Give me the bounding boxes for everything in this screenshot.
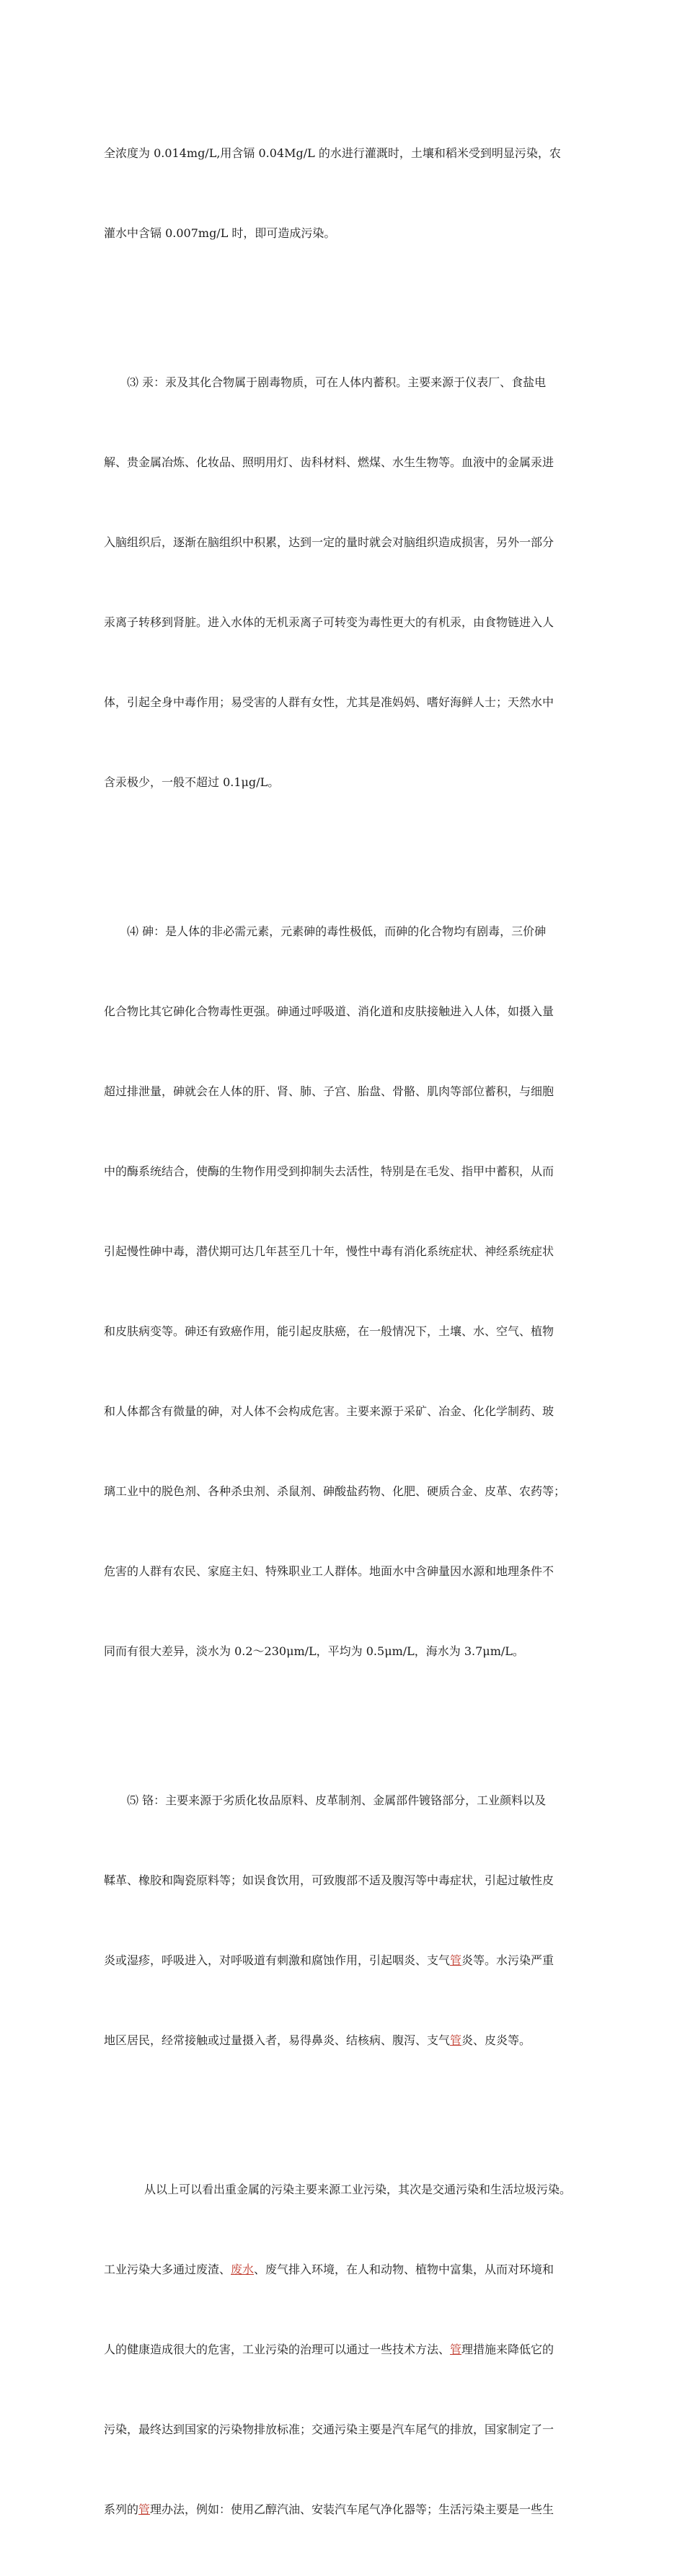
document-body bbox=[104, 86, 587, 2576]
text-line: 污染，最终达到国家的污染物排放标准；交通污染主要是汽车尾气的排放，国家制定了一 bbox=[104, 2423, 554, 2436]
text-line: 灌水中含镉 0.007mg/L 时，即可造成污染。 bbox=[104, 226, 336, 240]
text-line: ⑶ 汞：汞及其化合物属于剧毒物质，可在人体内蓄积。主要来源于仪表厂、食盐电 bbox=[127, 375, 547, 389]
paragraph-chromium bbox=[104, 1734, 587, 2107]
paragraph-summary bbox=[104, 2123, 587, 2576]
text-line: 从以上可以看出重金属的污染主要来源工业污染，其次是交通污染和生活垃圾污染。 bbox=[144, 2183, 572, 2196]
text-line: 鞣革、橡胶和陶瓷原料等；如误食饮用，可致腹部不适及腹泻等中毒症状，引起过敏性皮 bbox=[104, 1873, 554, 1887]
text-line-with-link bbox=[104, 1947, 587, 1974]
text-segment: 工业污染大多通过废渣、 bbox=[104, 2263, 231, 2276]
text-segment: 理措施来降低它的 bbox=[461, 2343, 554, 2356]
text-segment: 炎或湿疹，呼吸进入，对呼吸道有刺激和腐蚀作用，引起咽炎、支气 bbox=[104, 1953, 451, 1967]
text-line-with-link bbox=[104, 2256, 587, 2283]
text-line: ⑸ 铬：主要来源于劣质化妆品原料、皮革制剂、金属部件镀铬部分，工业颜料以及 bbox=[127, 1793, 547, 1807]
text-line: 中的酶系统结合，使酶的生物作用受到抑制失去活性，特别是在毛发、指甲中蓄积，从而 bbox=[104, 1164, 554, 1178]
keyword-link-guan[interactable]: 管 bbox=[450, 1953, 462, 1967]
text-segment: 炎等。水污染严重 bbox=[461, 1953, 554, 1967]
text-line: 体，引起全身中毒作用；易受害的人群有女性，尤其是准妈妈、嗜好海鲜人士；天然水中 bbox=[104, 695, 554, 709]
paragraph-arsenic bbox=[104, 865, 587, 1718]
text-line: 入脑组织后，逐渐在脑组织中积累，达到一定的量时就会对脑组织造成损害，另外一部分 bbox=[104, 535, 554, 549]
keyword-link-guan[interactable]: 管 bbox=[138, 2503, 151, 2516]
text-line-with-link bbox=[104, 2027, 587, 2054]
text-line: 引起慢性砷中毒，潜伏期可达几年甚至几十年，慢性中毒有消化系统症状、神经系统症状 bbox=[104, 1244, 554, 1258]
text-line-with-link bbox=[104, 2496, 587, 2523]
text-line: 璃工业中的脱色剂、各种杀虫剂、杀鼠剂、砷酸盐药物、化肥、硬质合金、皮革、农药等； bbox=[104, 1484, 566, 1498]
text-line: 全浓度为 0.014mg/L,用含镉 0.04Mg/L 的水进行灌溉时，土壤和稻米受到明显污染，农 bbox=[104, 146, 561, 160]
text-segment: 炎、皮炎等。 bbox=[461, 2033, 531, 2047]
paragraph-mercury bbox=[104, 316, 587, 849]
keyword-link-guan[interactable]: 管 bbox=[450, 2343, 462, 2356]
keyword-link-feishui[interactable]: 废水 bbox=[231, 2263, 255, 2276]
paragraph-cadmium-cont bbox=[104, 86, 587, 300]
text-line: 解、贵金属冶炼、化妆品、照明用灯、齿科材料、燃煤、水生生物等。血液中的金属汞进 bbox=[104, 455, 554, 469]
text-line-with-link bbox=[104, 2336, 587, 2363]
text-line: 危害的人群有农民、家庭主妇、特殊职业工人群体。地面水中含砷量因水源和地理条件不 bbox=[104, 1564, 554, 1578]
text-line: 含汞极少，一般不超过 0.1μg/L。 bbox=[104, 775, 280, 789]
text-line: 同而有很大差异，淡水为 0.2～230μm/L，平均为 0.5μm/L，海水为 3.7μm/L。 bbox=[104, 1644, 524, 1658]
text-segment: 理办法，例如：使用乙醇汽油、安装汽车尾气净化器等；生活污染主要是一些生 bbox=[150, 2503, 554, 2516]
text-line: 和人体都含有微量的砷，对人体不会构成危害。主要来源于采矿、冶金、化化学制药、玻 bbox=[104, 1404, 554, 1418]
text-line: 和皮肤病变等。砷还有致癌作用，能引起皮肤癌，在一般情况下，土壤、水、空气、植物 bbox=[104, 1324, 554, 1338]
text-segment: 地区居民，经常接触或过量摄入者，易得鼻炎、结核病、腹泻、支气 bbox=[104, 2033, 451, 2047]
text-line: 超过排泄量，砷就会在人体的肝、肾、肺、子宫、胎盘、骨骼、肌肉等部位蓄积，与细胞 bbox=[104, 1084, 554, 1098]
text-line: ⑷ 砷：是人体的非必需元素，元素砷的毒性极低，而砷的化合物均有剧毒，三价砷 bbox=[127, 924, 547, 938]
text-segment: 、废气排入环境，在人和动物、植物中富集，从而对环境和 bbox=[254, 2263, 554, 2276]
text-line: 汞离子转移到肾脏。进入水体的无机汞离子可转变为毒性更大的有机汞，由食物链进入人 bbox=[104, 615, 554, 629]
text-line: 化合物比其它砷化合物毒性更强。砷通过呼吸道、消化道和皮肤接触进入人体，如摄入量 bbox=[104, 1004, 554, 1018]
text-segment: 系列的 bbox=[104, 2503, 139, 2516]
text-segment: 人的健康造成很大的危害，工业污染的治理可以通过一些技术方法、 bbox=[104, 2343, 451, 2356]
keyword-link-guan[interactable]: 管 bbox=[450, 2033, 462, 2047]
